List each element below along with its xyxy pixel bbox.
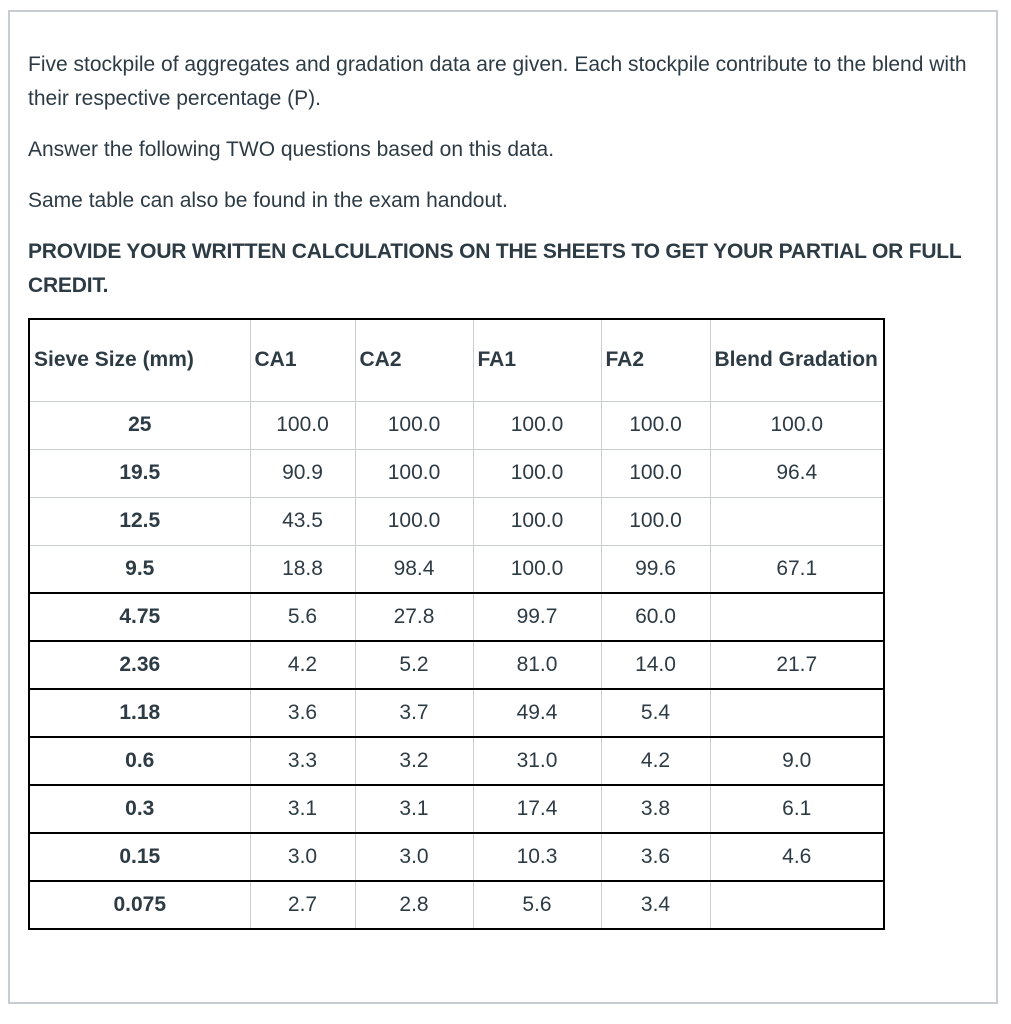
cell-ca1: 3.0 <box>250 833 355 881</box>
gradation-table <box>28 318 885 930</box>
cell-ca2: 3.0 <box>355 833 473 881</box>
instruction-paragraph: Answer the following TWO questions based on this data. <box>28 138 555 161</box>
cell-blend-gradation <box>710 497 884 545</box>
cell-ca2: 5.2 <box>355 641 473 689</box>
cell-fa2: 3.8 <box>601 785 710 833</box>
cell-sieve-size: 0.075 <box>29 881 250 929</box>
cell-sieve-size: 25 <box>29 401 250 449</box>
cell-blend-gradation: 100.0 <box>710 401 884 449</box>
table-header-row <box>29 319 884 401</box>
cell-blend-gradation: 4.6 <box>710 833 884 881</box>
cell-blend-gradation: 6.1 <box>710 785 884 833</box>
table-row <box>29 881 884 929</box>
cell-sieve-size: 1.18 <box>29 689 250 737</box>
cell-ca1: 3.3 <box>250 737 355 785</box>
cell-fa1: 100.0 <box>473 449 601 497</box>
cell-fa1: 17.4 <box>473 785 601 833</box>
cell-blend-gradation <box>710 593 884 641</box>
table-row <box>29 737 884 785</box>
cell-fa2: 99.6 <box>601 545 710 593</box>
table-row <box>29 497 884 545</box>
credit-warning: PROVIDE YOUR WRITTEN CALCULATIONS ON THE SHEETS TO GET YOUR PARTIAL OR FULL CREDIT. <box>28 240 962 297</box>
cell-ca1: 18.8 <box>250 545 355 593</box>
cell-blend-gradation: 96.4 <box>710 449 884 497</box>
cell-fa1: 49.4 <box>473 689 601 737</box>
cell-ca1: 90.9 <box>250 449 355 497</box>
cell-fa2: 60.0 <box>601 593 710 641</box>
cell-fa1: 31.0 <box>473 737 601 785</box>
cell-sieve-size: 0.15 <box>29 833 250 881</box>
cell-ca2: 100.0 <box>355 449 473 497</box>
cell-fa2: 5.4 <box>601 689 710 737</box>
cell-ca2: 100.0 <box>355 497 473 545</box>
handout-note: Same table can also be found in the exam handout. <box>28 189 508 212</box>
cell-fa2: 3.4 <box>601 881 710 929</box>
cell-fa2: 100.0 <box>601 497 710 545</box>
cell-fa1: 100.0 <box>473 545 601 593</box>
cell-ca1: 3.6 <box>250 689 355 737</box>
table-row <box>29 401 884 449</box>
table-row <box>29 593 884 641</box>
cell-fa1: 100.0 <box>473 401 601 449</box>
header-ca2: CA2 <box>355 319 473 401</box>
table-row <box>29 689 884 737</box>
header-fa1: FA1 <box>473 319 601 401</box>
cell-ca2: 27.8 <box>355 593 473 641</box>
cell-ca1: 4.2 <box>250 641 355 689</box>
cell-fa1: 81.0 <box>473 641 601 689</box>
cell-ca1: 100.0 <box>250 401 355 449</box>
cell-blend-gradation <box>710 881 884 929</box>
question-text <box>28 48 968 303</box>
intro-paragraph: Five stockpile of aggregates and gradation data are given. Each stockpile contribute to the blend with their respective percentage (P). <box>28 53 967 110</box>
cell-fa1: 99.7 <box>473 593 601 641</box>
cell-ca1: 43.5 <box>250 497 355 545</box>
cell-fa1: 10.3 <box>473 833 601 881</box>
header-ca1: CA1 <box>250 319 355 401</box>
cell-fa2: 100.0 <box>601 401 710 449</box>
cell-blend-gradation: 67.1 <box>710 545 884 593</box>
cell-fa1: 100.0 <box>473 497 601 545</box>
cell-ca2: 2.8 <box>355 881 473 929</box>
cell-ca2: 3.7 <box>355 689 473 737</box>
table-row <box>29 833 884 881</box>
cell-fa2: 14.0 <box>601 641 710 689</box>
table-row <box>29 545 884 593</box>
cell-ca1: 5.6 <box>250 593 355 641</box>
cell-blend-gradation: 9.0 <box>710 737 884 785</box>
table-row <box>29 449 884 497</box>
cell-sieve-size: 4.75 <box>29 593 250 641</box>
cell-sieve-size: 12.5 <box>29 497 250 545</box>
cell-fa2: 3.6 <box>601 833 710 881</box>
cell-ca2: 3.2 <box>355 737 473 785</box>
cell-blend-gradation: 21.7 <box>710 641 884 689</box>
cell-blend-gradation <box>710 689 884 737</box>
cell-fa2: 4.2 <box>601 737 710 785</box>
header-sieve-size: Sieve Size (mm) <box>29 319 250 401</box>
table-body <box>29 401 884 929</box>
header-fa2: FA2 <box>601 319 710 401</box>
cell-ca1: 2.7 <box>250 881 355 929</box>
cell-ca2: 98.4 <box>355 545 473 593</box>
cell-sieve-size: 2.36 <box>29 641 250 689</box>
cell-ca1: 3.1 <box>250 785 355 833</box>
cell-sieve-size: 19.5 <box>29 449 250 497</box>
cell-ca2: 100.0 <box>355 401 473 449</box>
table-row <box>29 785 884 833</box>
cell-ca2: 3.1 <box>355 785 473 833</box>
header-blend-gradation: Blend Gradation <box>710 319 884 401</box>
cell-sieve-size: 9.5 <box>29 545 250 593</box>
cell-sieve-size: 0.3 <box>29 785 250 833</box>
cell-fa1: 5.6 <box>473 881 601 929</box>
table-row <box>29 641 884 689</box>
cell-fa2: 100.0 <box>601 449 710 497</box>
cell-sieve-size: 0.6 <box>29 737 250 785</box>
